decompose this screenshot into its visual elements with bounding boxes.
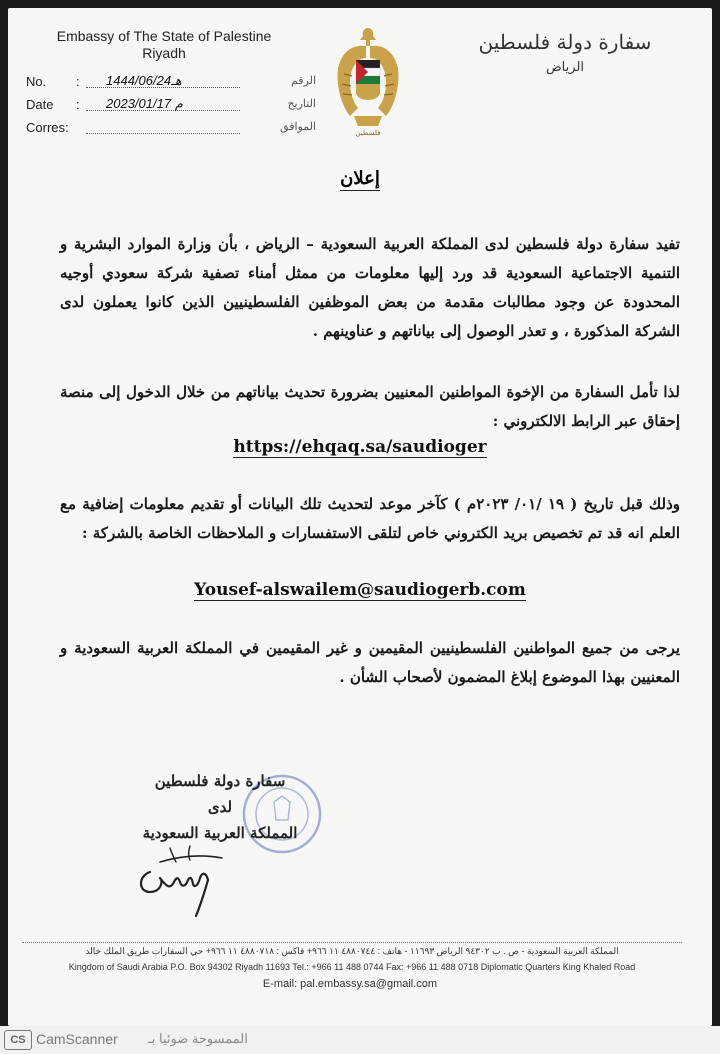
camscanner-watermark: CamScanner [36,1031,118,1047]
footer-email: E-mail: pal.embassy.sa@gmail.com [262,978,438,990]
footer-address-ar: المملكة العربية السعودية - ص . ب ٩٤٣٠٢ الرياض ١١٦٩٣ - هاتف : ٤٨٨٠٧٤٤ ١١ ٩٦٦+ فاكس : ٤٨٨٠٧١٨ ١١ ٩٦٦+ حي السفارات طريق الملك خالد [85,946,619,956]
footer-divider [22,942,682,943]
ehqaq-link-text[interactable]: https://ehqaq.sa/saudioger [233,437,487,457]
date-label-ar: التاريخ [287,98,316,110]
signature-block [110,768,330,846]
announcement-title [300,168,420,189]
announcement-title-text: إعلان [340,168,380,189]
paragraph-1: تفيد سفارة دولة فلسطين لدى المملكة العربية السعودية – الرياض ، بأن وزارة الموارد البشرية و التنمية الاجتماعية السعودية قد ورد إليها معلومات من ممثل أمناء تصفية شركة سعودي أوجيه المحدودة عن وجود مطالبات مقدمة من بعض الموظفين الفلسطينيين الذين كانوا يعملون لدى الشركة المذكورة ، و تعذر الوصول إلى بياناتهم و عناوينهم . [60,235,680,340]
embassy-name-en [24,28,304,62]
handwritten-signature-icon [130,842,240,922]
date-value: 2023/01/17 م [106,96,183,111]
number-label: No. [26,74,47,89]
embassy-name-ar [440,30,690,75]
paragraph-4: يرجى من جميع المواطنين الفلسطينيين المقيمين و غير المقيمين في المملكة العربية السعودية و المعنيين بهذا الموضوع إبلاغ المضمون لأصحاب الشأن . [60,639,680,686]
signature-line1: سفارة دولة فلسطين [154,772,286,790]
footer-address-en: Kingdom of Saudi Arabia P.O. Box 94302 Riyadh 11693 Tel.: +966 11 488 0744 Fax: +966 11 488 0718 Diplomatic Quarters King Khaled Road [68,962,636,972]
contact-email-link[interactable] [150,580,570,600]
number-label-ar: الرقم [290,75,316,87]
embassy-city-en: Riyadh [142,45,186,61]
date-label: Date [26,97,54,112]
palestine-eagle-emblem-icon [332,24,404,140]
palestine-flag-shield [356,60,380,100]
paragraph-3: وذلك قبل تاريخ ( ١٩ /٠١/ ٢٠٢٣م ) كآخر موعد لتحديث تلك البيانات أو تقديم معلومات إضافية مع العلم انه قد تم تخصيص بريد الكتروني خاص لتلقى الاستفسارات و الملاحظات الخاصة بالشركة : [60,495,681,542]
embassy-name-ar-line1: سفارة دولة فلسطين [478,30,652,54]
meta-number-row: No. : 1444/06/24هـ الرقم [26,73,316,89]
contact-email-text[interactable]: Yousef-alswailem@saudiogerb.com [194,580,526,600]
signature-line3: المملكة العربية السعودية [142,824,298,842]
meta-corres-row [26,120,316,140]
embassy-name-en-line1: Embassy of The State of Palestine [56,28,272,44]
emblem-caption: فلسطين [355,129,381,137]
corres-label: Corres: [26,120,69,135]
embassy-city-ar: الرياض [545,60,585,75]
camscanner-watermark-ar: الممسوحة ضوئيا بـ [148,1031,248,1046]
meta-date-row: Date : 2023/01/17 م التاريخ [26,96,316,112]
ehqaq-link[interactable] [150,437,570,457]
number-value: 1444/06/24هـ [106,73,182,88]
paragraph-2: لذا تأمل السفارة من الإخوة المواطنين المعنيين بضرورة تحديث بياناتهم من خلال الدخول إلى منصة إحقاق عبر الرابط الالكتروني : [60,383,680,430]
corres-label-ar: الموافق [280,121,316,133]
signature-line2: لدى [207,798,233,816]
camscanner-logo-icon: CS [4,1030,32,1050]
